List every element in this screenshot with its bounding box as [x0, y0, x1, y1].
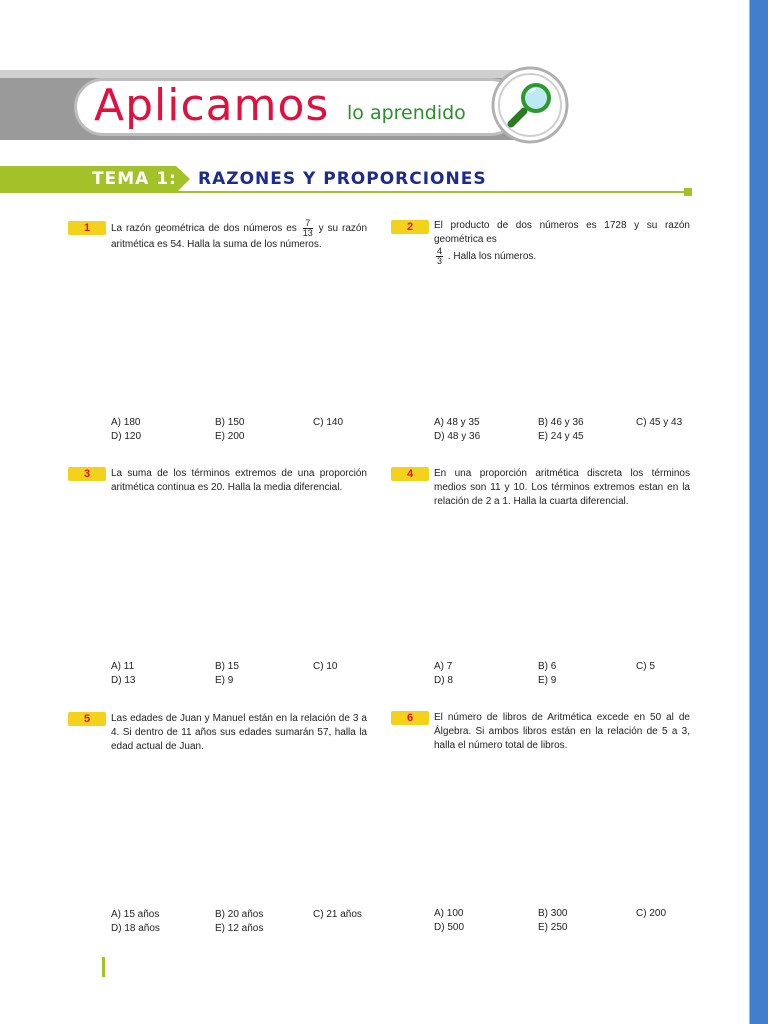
fraction: [436, 247, 443, 266]
answer-option[interactable]: A) 11: [111, 661, 135, 672]
answer-option[interactable]: B) 15: [215, 661, 239, 672]
fraction: [303, 219, 313, 238]
answer-option[interactable]: C) 5: [636, 661, 655, 672]
fraction-denominator: 13: [302, 228, 313, 238]
answer-option[interactable]: A) 15 años: [111, 909, 160, 920]
answer-option[interactable]: C) 140: [313, 417, 344, 428]
problem-text: [111, 219, 367, 252]
fraction-numerator: 4: [437, 246, 443, 256]
answer-option[interactable]: E) 12 años: [215, 923, 264, 934]
problem-text: La suma de los términos extremos de una proporción aritmética continua es 20. Halla la media diferencial.: [111, 468, 367, 493]
answer-option[interactable]: D) 18 años: [111, 923, 160, 934]
problem-number-tag: 4: [391, 467, 429, 481]
answer-option[interactable]: A) 48 y 35: [434, 417, 480, 428]
answer-option[interactable]: E) 9: [215, 675, 234, 686]
problem-text-part: y su razón aritmética es 54. Halla la suma de los números.: [111, 223, 368, 250]
page-edge-bar: [750, 0, 768, 1024]
answer-option[interactable]: E) 200: [215, 431, 245, 442]
answer-option[interactable]: C) 45 y 43: [636, 417, 683, 428]
answer-option[interactable]: D) 13: [111, 675, 136, 686]
problem-text-part: . Halla los números.: [447, 251, 537, 263]
answer-option[interactable]: B) 46 y 36: [538, 417, 584, 428]
answer-option[interactable]: A) 100: [434, 908, 464, 919]
answer-option[interactable]: A) 180: [111, 417, 141, 428]
section-label: TEMA 1:: [92, 169, 177, 189]
answer-option[interactable]: B) 150: [215, 417, 245, 428]
answer-option[interactable]: D) 120: [111, 431, 142, 442]
answer-option[interactable]: C) 200: [636, 908, 667, 919]
fraction-numerator: 7: [303, 219, 313, 229]
problem-number-tag: 2: [391, 220, 429, 234]
problem-text: Las edades de Juan y Manuel están en la relación de 3 a 4. Si dentro de 11 años sus edades sumarán 57, halla la edad actual de Juan.: [111, 713, 367, 752]
section-title: RAZONES Y PROPORCIONES: [198, 169, 487, 189]
answer-option[interactable]: D) 8: [434, 675, 453, 686]
answer-option[interactable]: D) 500: [434, 922, 465, 933]
answer-option[interactable]: D) 48 y 36: [434, 431, 481, 442]
page-title: Aplicamos: [94, 80, 330, 131]
answer-option[interactable]: A) 7: [434, 661, 453, 672]
answer-option[interactable]: B) 6: [538, 661, 557, 672]
problem-text: En una proporción aritmética discreta los términos medios son 11 y 10. Los términos extremos estan en la relación de 2 a 1. Halla la cuarta diferencial.: [434, 468, 690, 507]
answer-option[interactable]: C) 21 años: [313, 909, 362, 920]
problem-text-part: La razón geométrica de dos números es: [111, 223, 297, 235]
section-divider-end: [684, 188, 692, 196]
footer-mark: [102, 957, 105, 977]
problem-number-tag: 6: [391, 711, 429, 725]
page-subtitle: lo aprendido: [347, 102, 466, 124]
fraction-denominator: 3: [437, 256, 443, 266]
problem-number-tag: 3: [68, 467, 106, 481]
problem-number-tag: 1: [68, 221, 106, 235]
problem-number-tag: 5: [68, 712, 106, 726]
answer-option[interactable]: B) 300: [538, 908, 568, 919]
answer-option[interactable]: E) 9: [538, 675, 557, 686]
problem-text-part: El producto de dos números es 1728 y su razón geométrica es: [434, 220, 690, 245]
answer-option[interactable]: E) 250: [538, 922, 568, 933]
answer-option[interactable]: B) 20 años: [215, 909, 264, 920]
problem-text: El número de libros de Aritmética excede en 50 al de Álgebra. Si ambos libros están en la relación de 5 a 3, halla el número total de libros.: [434, 712, 690, 751]
problem-text: [434, 219, 690, 266]
answer-option[interactable]: C) 10: [313, 661, 338, 672]
header-banner-highlight: [0, 70, 520, 78]
answer-option[interactable]: E) 24 y 45: [538, 431, 584, 442]
magnifier-icon: [491, 66, 569, 144]
